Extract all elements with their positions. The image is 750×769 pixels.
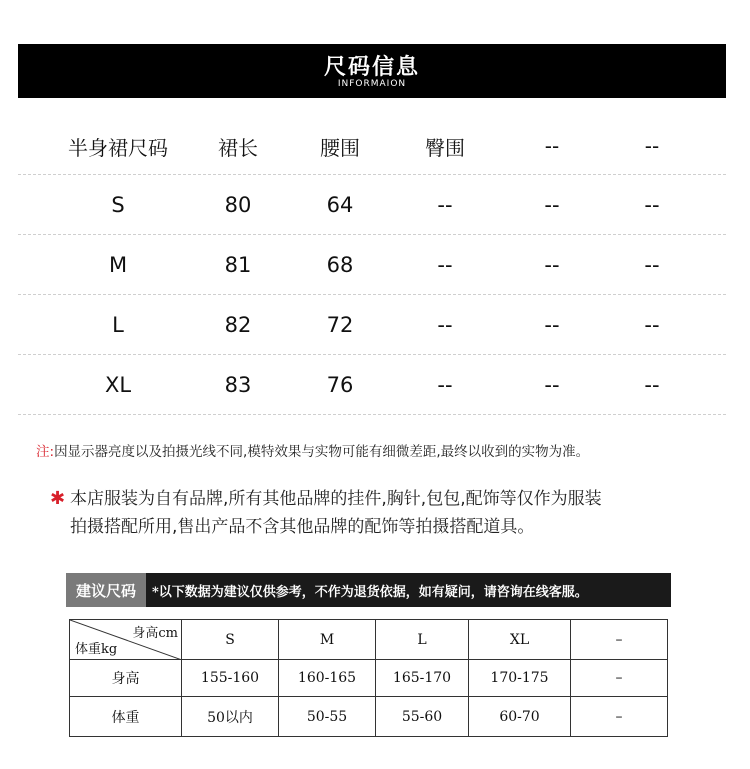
note-label: 注: (36, 444, 55, 460)
disclaimer-note (36, 440, 589, 460)
table-row (18, 235, 726, 295)
table-cell: -- (437, 312, 453, 337)
recommend-disclaimer: *以下数据为建议仅供参考，不作为退货依据，如有疑问，请咨询在线客服。 (152, 584, 588, 600)
table-cell: 81 (224, 252, 252, 277)
table-cell: -- (644, 192, 660, 217)
weight-unit-label: 体重kg (75, 642, 118, 657)
asterisk-icon: ✱ (50, 488, 66, 509)
table-cell: -- (437, 252, 453, 277)
table-cell: – (571, 697, 668, 737)
note-text: 因显示器亮度以及拍摄光线不同,模特效果与实物可能有细微差距,最终以收到的实物为准。 (54, 444, 590, 460)
table-cell: -- (544, 252, 560, 277)
size-chart-header-row (18, 118, 726, 175)
table-cell: 155-160 (182, 660, 279, 697)
row-label: 身高 (70, 660, 182, 697)
table-cell: 68 (326, 252, 354, 277)
table-cell: 170-175 (469, 660, 571, 697)
header-cell: 腰围 (320, 135, 360, 160)
table-cell: 82 (224, 312, 252, 337)
table-cell: 165-170 (376, 660, 469, 697)
table-cell: -- (544, 372, 560, 397)
table-cell: -- (437, 192, 453, 217)
header-cell: XL (469, 620, 571, 660)
table-cell: -- (644, 312, 660, 337)
header-cell: M (279, 620, 376, 660)
section-banner (18, 44, 726, 98)
header-cell: 臀围 (425, 135, 465, 160)
banner-title: 尺码信息 (323, 55, 420, 80)
table-row (70, 660, 668, 697)
table-cell: 80 (224, 192, 252, 217)
header-cell: – (571, 620, 668, 660)
banner-subtitle: INFORMAION (337, 79, 407, 89)
header-cell: -- (644, 134, 660, 158)
table-row (18, 175, 726, 235)
table-cell: 55-60 (376, 697, 469, 737)
recommend-tag: 建议尺码 (66, 573, 146, 607)
table-row (70, 620, 668, 660)
table-cell: 50以内 (182, 697, 279, 737)
table-cell: 76 (326, 372, 354, 397)
header-cell: 裙长 (218, 135, 258, 160)
notice-text-2: 拍摄搭配所用,售出产品不含其他品牌的配饰等拍摄搭配道具。 (70, 517, 535, 537)
height-unit-label: 身高cm (132, 626, 178, 641)
table-cell: 60-70 (469, 697, 571, 737)
table-cell: 83 (224, 372, 252, 397)
notice-text-1: 本店服装为自有品牌,所有其他品牌的挂件,胸针,包包,配饰等仅作为服装 (70, 489, 602, 509)
header-cell: L (376, 620, 469, 660)
row-label: 体重 (70, 697, 182, 737)
table-row (70, 697, 668, 737)
brand-notice (50, 485, 730, 541)
table-cell: XL (104, 372, 132, 397)
corner-cell (70, 620, 182, 660)
table-cell: S (111, 192, 125, 217)
table-cell: M (108, 252, 128, 277)
table-cell: 64 (326, 192, 354, 217)
recommend-table (69, 619, 668, 737)
header-cell: S (182, 620, 279, 660)
recommend-bar (66, 573, 671, 607)
table-cell: 50-55 (279, 697, 376, 737)
table-cell: -- (437, 372, 453, 397)
table-cell: 160-165 (279, 660, 376, 697)
table-cell: -- (544, 312, 560, 337)
table-cell: 72 (326, 312, 354, 337)
table-row (18, 355, 726, 415)
table-cell: L (112, 312, 124, 337)
header-cell: 半身裙尺码 (68, 135, 168, 160)
header-cell: -- (544, 134, 560, 158)
table-cell: – (571, 660, 668, 697)
table-cell: -- (644, 252, 660, 277)
table-cell: -- (544, 192, 560, 217)
notice-line-1 (50, 485, 730, 513)
table-cell: -- (644, 372, 660, 397)
table-row (18, 295, 726, 355)
